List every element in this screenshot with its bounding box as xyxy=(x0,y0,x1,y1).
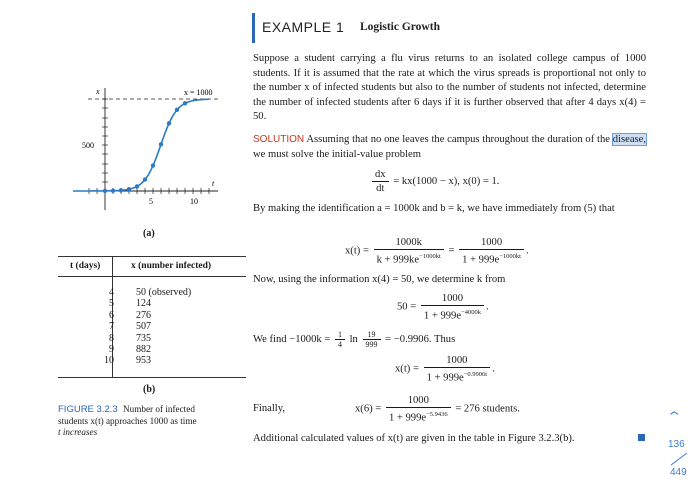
y-axis-label: x xyxy=(96,87,100,96)
x-axis-label: t xyxy=(212,179,215,188)
x6-den: 1 + 999e xyxy=(388,412,427,424)
table-cell-t: 10 xyxy=(104,355,114,367)
data-point xyxy=(167,121,171,125)
eq3-end: . xyxy=(485,301,489,313)
highlighted-word[interactable]: disease, xyxy=(612,134,646,145)
table-cell-x: 50 (observed) xyxy=(136,287,192,298)
eq3-exp: −4000k xyxy=(461,309,481,316)
table-header-x: x (number infected) xyxy=(131,261,212,271)
page-current: 136 xyxy=(668,439,685,450)
table-row xyxy=(58,344,246,355)
table-header-rule xyxy=(58,276,246,277)
find-f2-num: 19 xyxy=(363,330,381,340)
eq2-lhs: x(t) = xyxy=(345,245,369,257)
eq4-den: 1 + 999e xyxy=(426,372,464,384)
figure-caption xyxy=(58,404,243,439)
table-cell-t: 9 xyxy=(109,343,114,355)
data-point xyxy=(175,108,179,112)
intro-paragraph: Suppose a student carrying a flu virus returns to an isolated college campus of 1000 students. If it is assumed that the rate at which the virus spreads is proportional not only to the number x of infected students but also to the number of students not infected, determine the number of infected students after 6 days if it is further observed that after 4 days x(4) = 50. xyxy=(253,53,646,123)
curve-points xyxy=(103,101,187,193)
example-label: EXAMPLE 1 xyxy=(262,19,345,35)
table-bottom-rule xyxy=(58,377,246,378)
data-point xyxy=(143,177,147,181)
eq1-rhs: = kx(1000 − x), x(0) = 1. xyxy=(393,175,500,187)
eq3-den: 1 + 999e xyxy=(423,310,462,322)
eq2-f2-num: 1000 xyxy=(459,236,524,250)
table-row xyxy=(58,321,246,332)
find-f2-den: 999 xyxy=(365,340,378,349)
x6-lhs: x(6) = xyxy=(355,403,382,415)
solution-text-before: Assuming that no one leaves the campus throughout the duration of the xyxy=(306,134,610,145)
data-point xyxy=(103,189,107,193)
solution-text-after: we must solve the initial-value problem xyxy=(253,148,421,160)
finally-label: Finally, xyxy=(253,403,285,414)
example-accent-bar xyxy=(252,13,255,43)
x6-result: = 276 students. xyxy=(455,403,520,415)
table-caption: (b) xyxy=(143,384,156,395)
logistic-graph xyxy=(60,80,240,220)
figure-caption-text3: t increases xyxy=(58,427,98,437)
find-f1-num: 1 xyxy=(335,330,345,340)
eq1-num: dx xyxy=(372,168,389,182)
table-cell-x: 507 xyxy=(136,321,151,333)
info-paragraph: Now, using the information x(4) = 50, we determine k from xyxy=(253,274,506,285)
equation-x6 xyxy=(355,394,520,425)
additional-paragraph: Additional calculated values of x(t) are given in the table in Figure 3.2.3(b). xyxy=(253,433,575,444)
eq4-num: 1000 xyxy=(424,354,491,368)
tick-label-5: 5 xyxy=(149,197,153,206)
table-cell-x: 276 xyxy=(136,309,151,321)
x6-exp: −5.9436 xyxy=(426,411,448,418)
table-row xyxy=(58,310,246,321)
find-k-line xyxy=(253,330,455,349)
x6-num: 1000 xyxy=(386,394,451,408)
data-point xyxy=(183,101,187,105)
table-row xyxy=(58,287,246,298)
table-cell-x: 735 xyxy=(136,332,151,344)
solution-paragraph xyxy=(253,133,646,162)
data-point xyxy=(135,184,139,188)
eq2-end: . xyxy=(525,245,529,257)
eq3-num: 1000 xyxy=(421,292,484,306)
table-row xyxy=(58,298,246,309)
eq4-lhs: x(t) = xyxy=(395,363,419,375)
data-point xyxy=(159,142,163,146)
eq1-den: dt xyxy=(376,183,385,194)
table-cell-t: 5 xyxy=(109,298,114,310)
eq2-eq: = xyxy=(448,245,455,257)
table-top-rule xyxy=(58,256,246,257)
page-divider-icon xyxy=(668,452,690,466)
table-row xyxy=(58,333,246,344)
data-point xyxy=(111,189,115,193)
equation-particular xyxy=(395,354,495,385)
eq4-exp: −0.9906t xyxy=(463,371,488,378)
data-point xyxy=(119,188,123,192)
find-ln: ln xyxy=(349,333,358,345)
table-cell-x: 882 xyxy=(136,343,151,355)
data-point xyxy=(127,187,131,191)
example-title: Logistic Growth xyxy=(360,21,440,33)
tick-label-500: 500 xyxy=(82,141,94,150)
figure-caption-label: FIGURE 3.2.3 xyxy=(58,404,118,415)
data-point xyxy=(151,163,155,167)
solution-label: SOLUTION xyxy=(253,134,305,145)
eq2-f2-exp: −1000kt xyxy=(499,253,521,260)
asymptote-label: x = 1000 xyxy=(184,88,213,97)
graph-caption: (a) xyxy=(143,228,155,239)
table-cell-t: 4 xyxy=(109,287,114,298)
table-cell-t: 8 xyxy=(109,332,114,344)
table-cell-x: 124 xyxy=(136,298,151,310)
identification-paragraph: By making the identification a = 1000k and b = k, we have immediately from (5) that xyxy=(253,203,615,214)
figure-caption-text2: students x(t) approaches 1000 as time xyxy=(58,415,197,426)
table-cell-t: 7 xyxy=(109,321,114,333)
figure-caption-text1: Number of infected xyxy=(122,404,195,414)
page-total: 449 xyxy=(670,467,687,478)
eq3-lhs: 50 = xyxy=(397,301,417,313)
equation-solution-general xyxy=(345,236,529,267)
table-row xyxy=(58,355,246,366)
eq2-f1-den: k + 999ke xyxy=(376,254,420,266)
eq4-end: . xyxy=(492,363,495,375)
table-header-t: t (days) xyxy=(70,261,101,271)
tick-label-10: 10 xyxy=(190,197,198,206)
prev-page-icon[interactable]: › xyxy=(661,410,684,416)
find-start: We find −1000k = xyxy=(253,333,331,345)
eq2-f1-num: 1000k xyxy=(374,236,444,250)
eq2-f2-den: 1 + 999e xyxy=(462,254,500,266)
table-body xyxy=(58,287,246,367)
equation-ivp xyxy=(370,168,499,195)
equation-k xyxy=(397,292,489,323)
end-of-example-marker xyxy=(638,434,645,441)
table-cell-t: 6 xyxy=(109,309,114,321)
find-f1-den: 4 xyxy=(337,340,342,349)
eq2-f1-exp: −1000kt xyxy=(419,253,441,260)
find-end: = −0.9906. Thus xyxy=(385,333,456,345)
table-cell-x: 953 xyxy=(136,355,151,367)
